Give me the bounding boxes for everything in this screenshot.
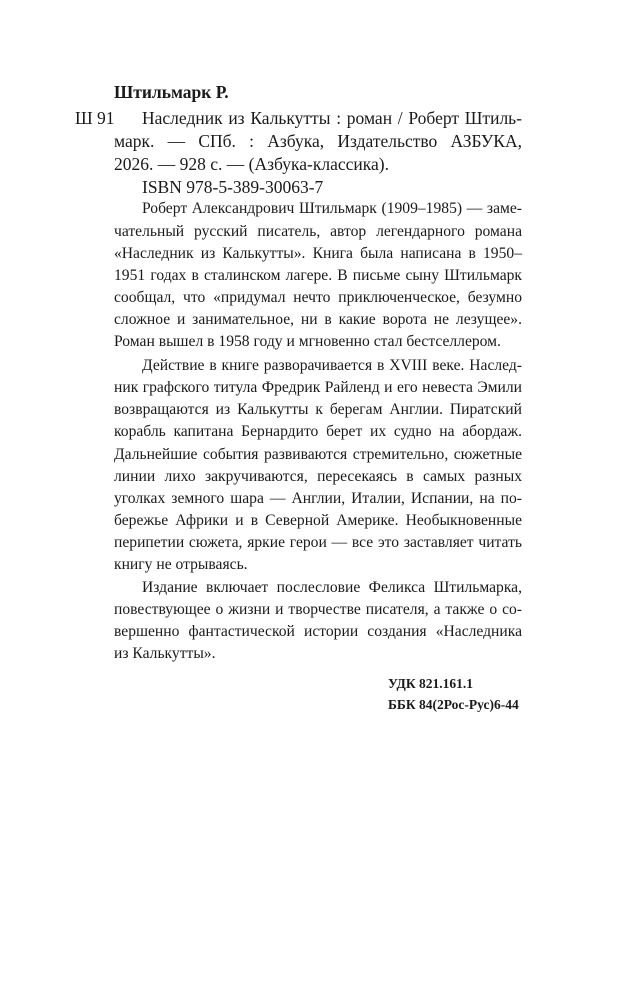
udk-code: УДК 821.161.1: [388, 676, 473, 691]
paragraph-line: Роман вышел в 1958 году и мгновенно стал бестселлером.: [114, 333, 501, 350]
bib-line: Наследник из Калькутты : роман / Роберт Штиль-: [142, 108, 522, 128]
paragraph-line: ник графского титула Фредрик Райленд и его невеста Эмили: [114, 379, 522, 396]
paragraph-line: 1951 годах в сталинском лагере. В письме сыну Штильмарк: [114, 267, 522, 284]
paragraph-line: уголках земного шара — Англии, Италии, Испании, на по-: [114, 490, 522, 507]
bib-line: 2026. — 928 с. — (Азбука-классика).: [114, 154, 389, 174]
paragraph-line: Действие в книге разворачивается в XVIII веке. Наслед-: [142, 357, 522, 374]
paragraph-line: сложное и занимательное, ни в какие ворота не лезущее».: [114, 311, 522, 328]
paragraph-line: перипетии сюжета, яркие герои — все это заставляет читать: [114, 534, 522, 551]
paragraph-line: вершенно фантастической истории создания «Наследника: [114, 623, 522, 640]
paragraph-line: чательный русский писатель, автор легендарного романа: [114, 223, 522, 240]
bib-line: марк. — СПб. : Азбука, Издательство АЗБУКА,: [114, 131, 522, 151]
author-heading: Штильмарк Р.: [114, 82, 229, 102]
paragraph-line: Роберт Александрович Штильмарк (1909–1985) — заме-: [142, 200, 522, 217]
paragraph-line: Издание включает послесловие Феликса Штильмарка,: [142, 579, 522, 596]
paragraph-line: линии лихо закручиваются, пересекаясь в самых разных: [114, 468, 522, 485]
paragraph-line: возвращаются из Калькутты к берегам Англии. Пиратский: [114, 401, 522, 418]
paragraph-line: книгу не отрываясь.: [114, 556, 248, 573]
paragraph-line: Дальнейшие события развиваются стремительно, сюжетные: [114, 446, 522, 463]
paragraph-line: корабль капитана Бернардито берет их судно на абордаж.: [114, 423, 522, 440]
paragraph-line: из Калькутты».: [114, 645, 216, 662]
shelf-code: Ш 91: [75, 108, 115, 128]
paragraph-line: «Наследник из Калькутты». Книга была написана в 1950–: [114, 245, 522, 262]
isbn: ISBN 978-5-389-30063-7: [142, 177, 324, 197]
paragraph-line: сообщал, что «придумал нечто приключенческое, безумно: [114, 289, 522, 306]
bbk-code: ББК 84(2Рос-Рус)6-44: [388, 697, 519, 712]
paragraph-line: повествующее о жизни и творчестве писателя, а также о со-: [114, 601, 522, 618]
paragraph-line: бережье Африки и в Северной Америке. Необыкновенные: [114, 512, 522, 529]
